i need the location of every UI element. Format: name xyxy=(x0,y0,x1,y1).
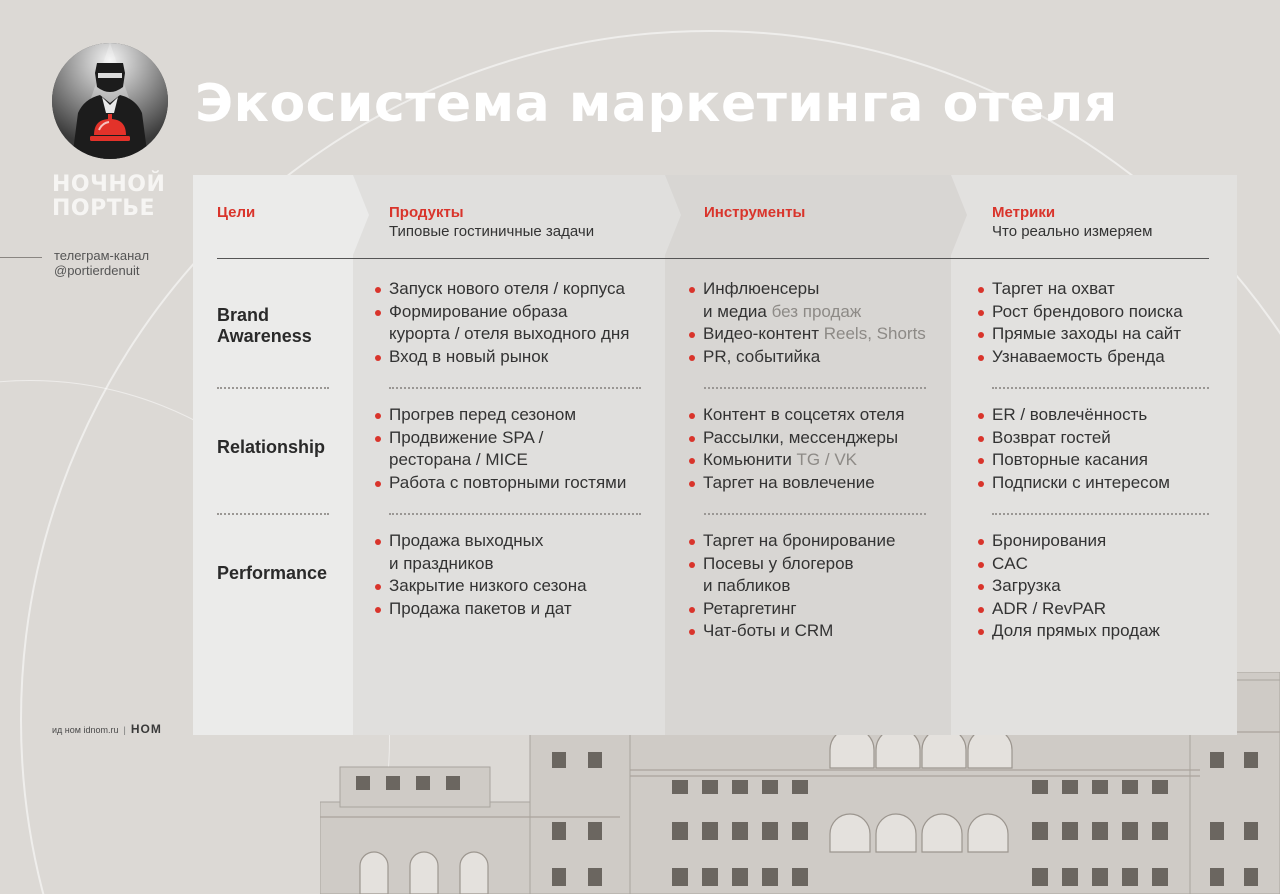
footer-site: ид ном idnom.ru xyxy=(52,725,119,735)
chevron-right-icon xyxy=(353,175,369,255)
list-item: Подписки с интересом xyxy=(978,472,1170,495)
row-divider xyxy=(217,387,329,389)
header-divider xyxy=(217,258,1209,259)
row-divider xyxy=(217,513,329,515)
row-3-metrics xyxy=(978,530,1160,643)
telegram-channel xyxy=(54,248,149,278)
list-item: Продвижение SPA / ресторана / MICE xyxy=(375,427,626,472)
metrics-header-subtitle: Что реально измеряем xyxy=(992,223,1153,240)
row-3-products xyxy=(375,530,587,620)
list-item: ADR / RevPAR xyxy=(978,598,1160,621)
list-item: Продажа пакетов и дат xyxy=(375,598,587,621)
row-2-tools xyxy=(689,404,904,494)
night-porter-logo-icon xyxy=(52,43,168,159)
tools-header-title: Инструменты xyxy=(704,204,806,221)
marketing-ecosystem-table xyxy=(193,175,1237,735)
row-1-tools xyxy=(689,278,926,368)
channel-handle: @portierdenuit xyxy=(54,263,140,278)
goals-header-title: Цели xyxy=(217,204,256,221)
list-item: Повторные касания xyxy=(978,449,1170,472)
row-divider xyxy=(389,513,641,515)
tools-header xyxy=(704,204,805,222)
row-label-relationship xyxy=(217,437,325,458)
row-label-line: Awareness xyxy=(217,326,312,346)
metrics-header-title: Метрики xyxy=(992,204,1056,221)
metrics-header xyxy=(992,204,1152,241)
list-item: Продажа выходных и праздников xyxy=(375,530,587,575)
row-label-line: Brand xyxy=(217,305,270,325)
list-item: PR, событийка xyxy=(689,346,926,369)
list-item: ER / вовлечённость xyxy=(978,404,1170,427)
row-divider xyxy=(992,513,1209,515)
brand-line-1: НОЧНОЙ xyxy=(52,172,166,197)
list-item: Работа с повторными гостями xyxy=(375,472,626,495)
brand-name xyxy=(52,173,182,221)
list-item: Прямые заходы на сайт xyxy=(978,323,1183,346)
row-divider xyxy=(992,387,1209,389)
row-1-products xyxy=(375,278,629,368)
row-2-metrics xyxy=(978,404,1170,494)
row-1-metrics xyxy=(978,278,1183,368)
list-item: Посевы у блогеров и пабликов xyxy=(689,553,895,598)
row-label-performance xyxy=(217,563,327,584)
list-item: Контент в соцсетях отеля xyxy=(689,404,904,427)
list-item: Закрытие низкого сезона xyxy=(375,575,587,598)
list-item: Вход в новый рынок xyxy=(375,346,629,369)
list-item: Формирование образа курорта / отеля выходного дня xyxy=(375,301,629,346)
list-item: Таргет на вовлечение xyxy=(689,472,904,495)
side-divider xyxy=(0,257,42,258)
footer-credit xyxy=(52,722,162,736)
list-item: Комьюнити TG / VK xyxy=(689,449,904,472)
list-item: Рассылки, мессенджеры xyxy=(689,427,904,450)
list-item: Возврат гостей xyxy=(978,427,1170,450)
list-item: Таргет на бронирование xyxy=(689,530,895,553)
list-item: Узнаваемость бренда xyxy=(978,346,1183,369)
list-item: Инфлюенсеры и медиа без продаж xyxy=(689,278,926,323)
list-item: Видео-контент Reels, Shorts xyxy=(689,323,926,346)
row-divider xyxy=(389,387,641,389)
goals-header xyxy=(217,204,255,222)
list-item: Бронирования xyxy=(978,530,1160,553)
chevron-right-icon xyxy=(665,175,681,255)
brand-line-2: ПОРТЬЕ xyxy=(52,196,156,221)
row-label-line: Relationship xyxy=(217,437,326,457)
row-label-brand-awareness xyxy=(217,305,312,347)
products-header xyxy=(389,204,594,241)
list-item: CAC xyxy=(978,553,1160,576)
footer-logo: НОМ xyxy=(130,722,162,736)
list-item: Ретаргетинг xyxy=(689,598,895,621)
list-item: Таргет на охват xyxy=(978,278,1183,301)
list-item: Доля прямых продаж xyxy=(978,620,1160,643)
row-divider xyxy=(704,513,926,515)
chevron-right-icon xyxy=(951,175,967,255)
page-title: Экосистема маркетинга отеля xyxy=(195,74,1118,134)
row-label-line: Performance xyxy=(217,563,328,583)
row-divider xyxy=(704,387,926,389)
list-item: Загрузка xyxy=(978,575,1160,598)
list-item: Запуск нового отеля / корпуса xyxy=(375,278,629,301)
channel-label: телеграм-канал xyxy=(54,248,150,263)
products-header-title: Продукты xyxy=(389,204,464,221)
list-item: Прогрев перед сезоном xyxy=(375,404,626,427)
products-header-subtitle: Типовые гостиничные задачи xyxy=(389,223,595,240)
row-3-tools xyxy=(689,530,895,643)
row-2-products xyxy=(375,404,626,494)
list-item: Рост брендового поиска xyxy=(978,301,1183,324)
footer-separator: | xyxy=(123,725,126,735)
list-item: Чат-боты и CRM xyxy=(689,620,895,643)
